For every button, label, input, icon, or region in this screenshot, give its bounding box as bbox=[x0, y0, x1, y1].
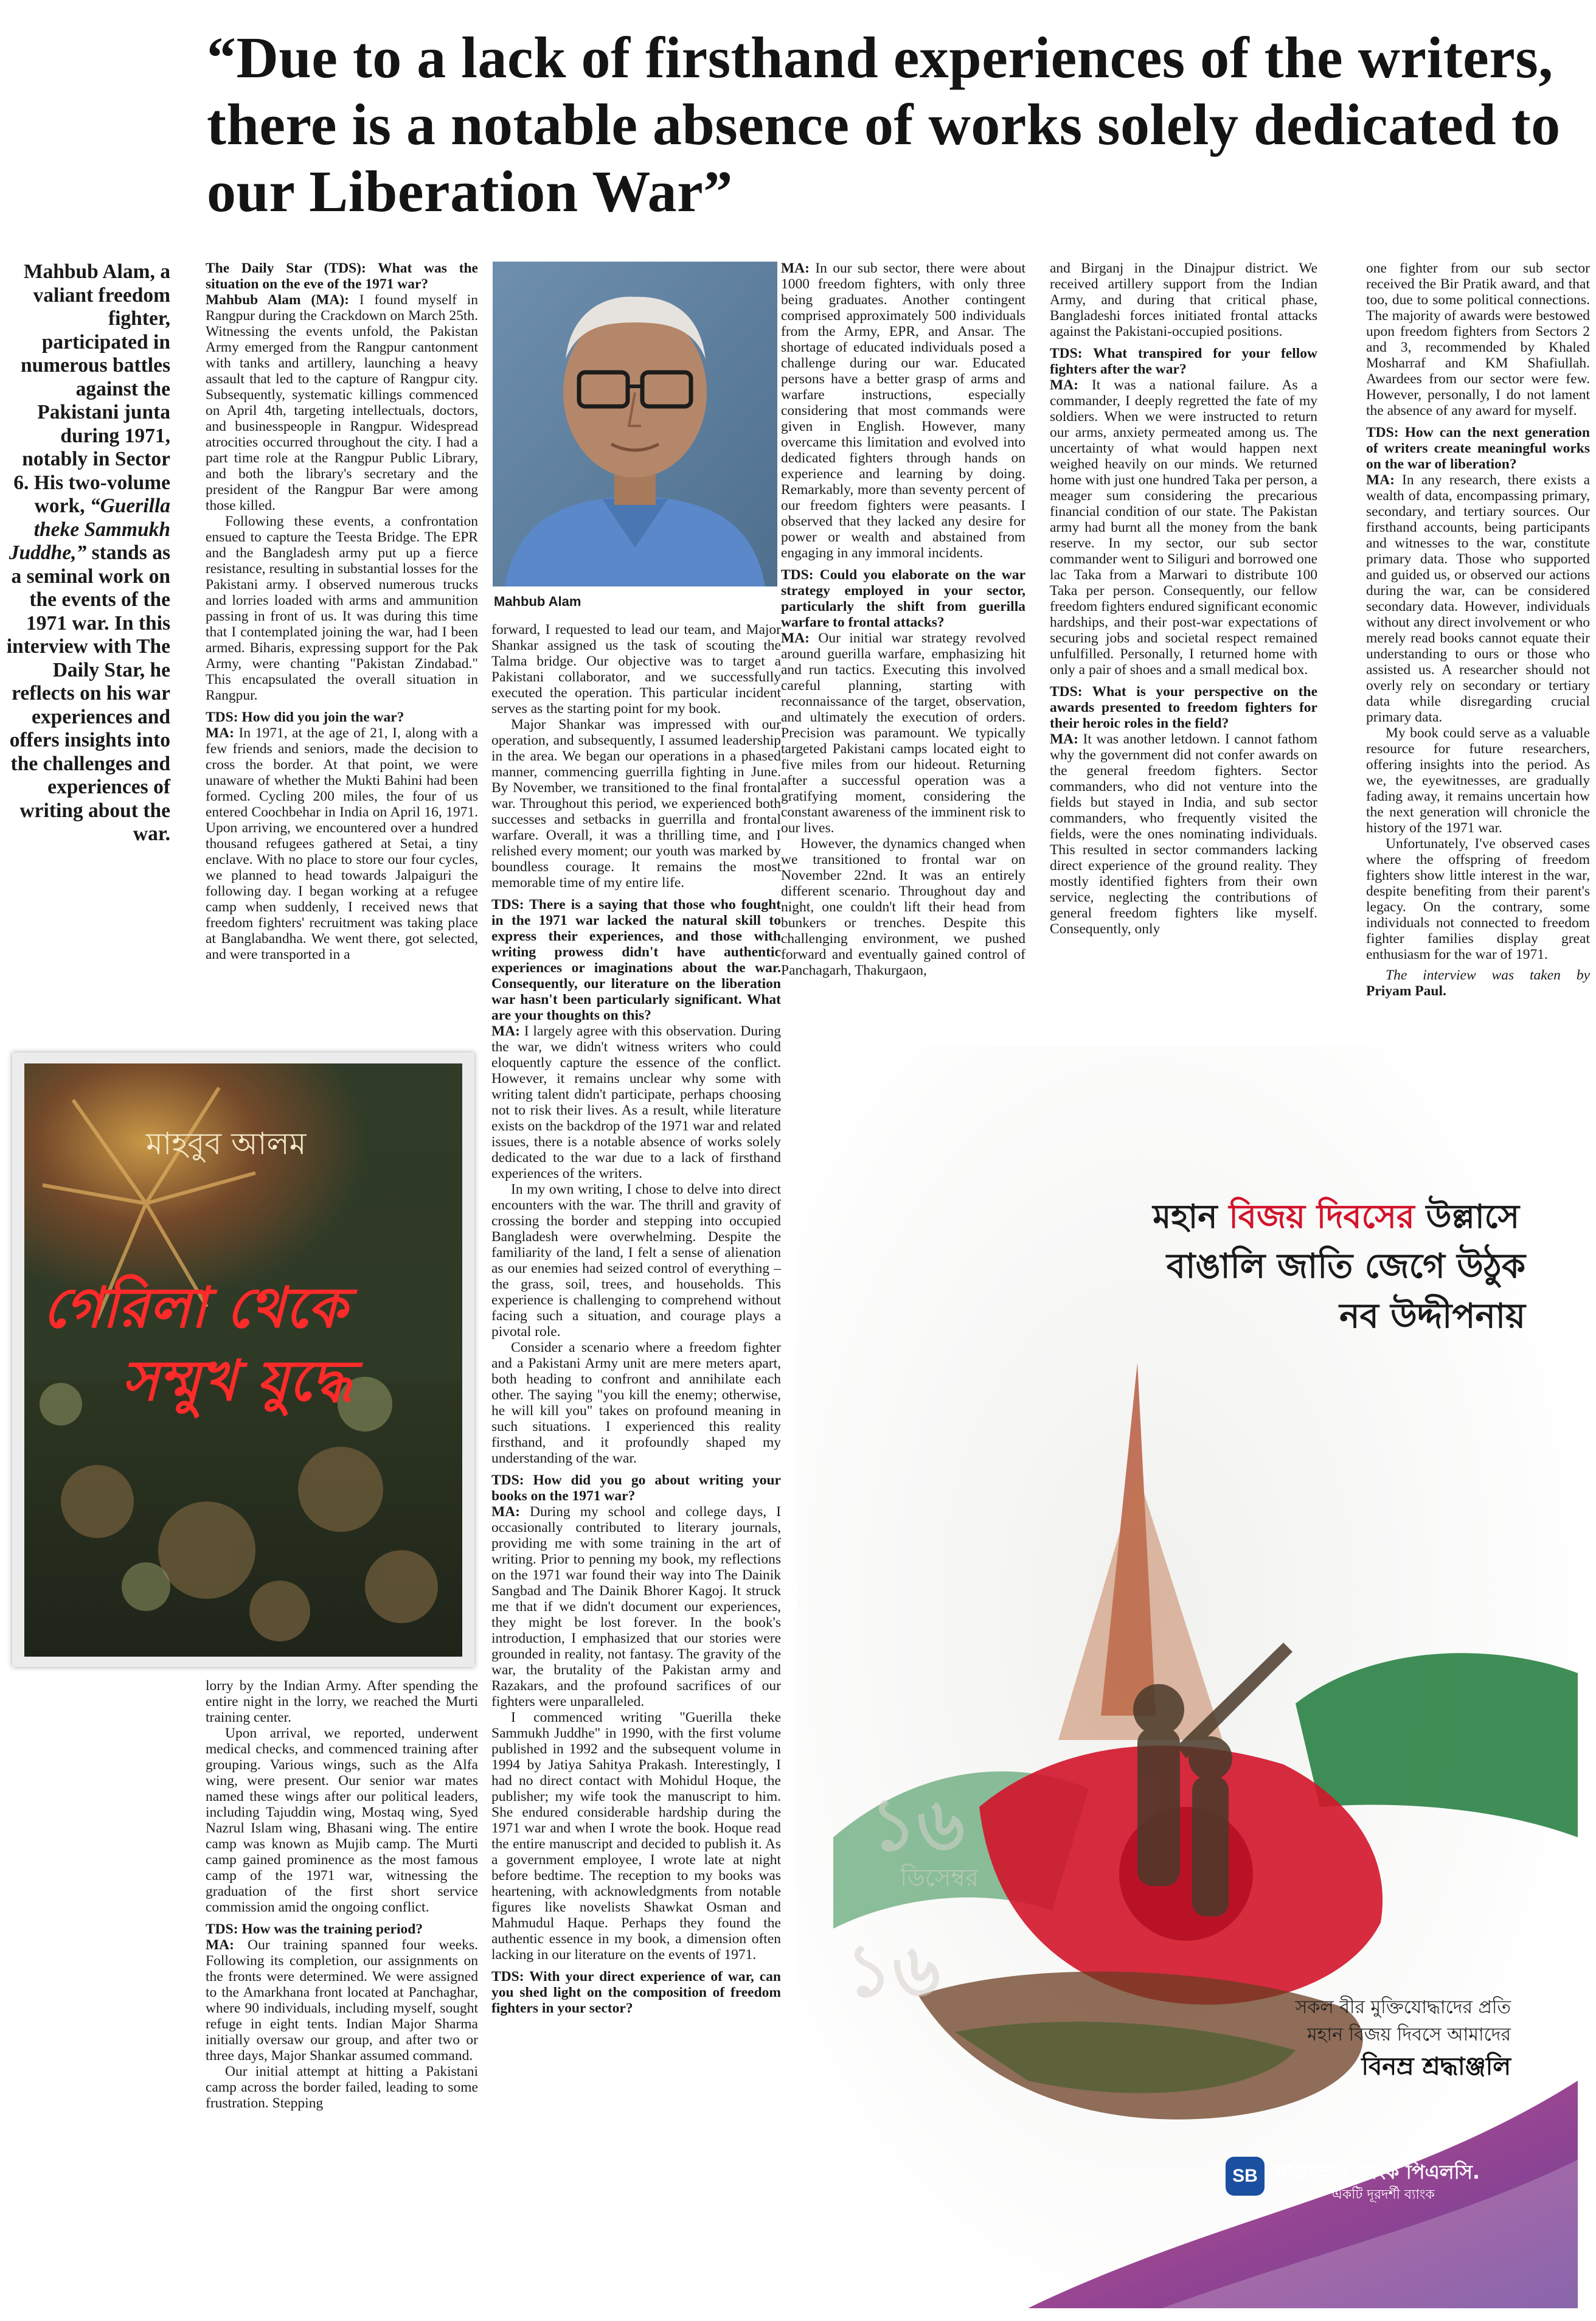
intro-text-before: Mahbub Alam, a valiant freedom fighter, participated in numerous battles against the Pakistani junta during 1971, notably in Sector 6. His two-volume work, bbox=[13, 260, 170, 517]
ad-tribute-line-2: মহান বিজয় দিবসে আমাদের bbox=[1306, 2024, 1511, 2045]
question: TDS: There is a saying that those who fought in the 1971 war lacked the natural skill to express their experiences, and those with writing prowess didn't have authentic experiences or imaginations about the war. Consequently, our literature on the liberation war hasn't been particularly significant. What are your thoughts on this? bbox=[491, 897, 781, 1023]
paragraph: Consider a scenario where a freedom fighter and a Pakistani Army unit are mere meters apart, both heading to confront and annihilate each other. The saying "you kill the enemy; otherwise, he will kill you" takes on profound meaning in such situations. I experienced this reality firsthand, and it profoundly shaped my understanding of the war. bbox=[491, 1340, 781, 1466]
paragraph: Our initial attempt at hitting a Pakistani camp across the border failed, leading to some frustration. Stepping bbox=[206, 2064, 478, 2111]
paragraph: Major Shankar was impressed with our operation, and subsequently, I assumed leadership in the area. We began our operations in a phased manner, commencing guerrilla fighting in June. By November, we transitioned to the final frontal war. Throughout this period, we experienced both successes and setbacks in guerrilla and frontal warfare. Overall, it was a thrilling time, and I relished every moment; our youth was marked by boundless courage. It remains the most memorable time of my entire life. bbox=[491, 717, 781, 891]
headline: “Due to a lack of firsthand experiences of the writers, there is a notable absence of works solely dedicated to our Liberation War” bbox=[207, 25, 1561, 224]
article-column-1 bbox=[206, 260, 478, 962]
bank-name: সাউথইস্ট ব্যাংক পিএলসি. bbox=[1274, 2160, 1480, 2184]
ad-headline-line-3: নব উদ্দীপনায় bbox=[1339, 1296, 1525, 1336]
book-cover-image bbox=[24, 1063, 462, 1657]
intro-text-after: stands as a seminal work on the events of the 1971 war. In this interview with The Daily Star, he reflects on his war experiences and offers insights into the challenges and experiences of writing about the war. bbox=[6, 541, 170, 845]
interview-credit: The interview was taken by Priyam Paul. bbox=[1366, 967, 1590, 999]
paragraph: However, the dynamics changed when we transitioned to frontal war on November 22nd. It was an entirely different scenario. Throughout day and night, one couldn't lift their head from bunkers or trenches. Despite this challenging environment, we pushed forward and eventually gained control of Panchagarh, Thakurgaon, bbox=[781, 836, 1025, 978]
question: TDS: How was the training period? bbox=[206, 1921, 423, 1937]
intro-standfirst bbox=[6, 260, 170, 846]
article-column-1-continued bbox=[206, 1678, 478, 2111]
paragraph: Upon arrival, we reported, underwent medical checks, and commenced training after grouping. Various wings, such as the Alfa wing, were present. Our senior war mates named these wings after our political leaders, including Tajuddin wing, Mostaq wing, Syed Nazrul Islam wing, Bhasani wing. The entire camp was known as Mujib camp. The Murti camp gained prominence as the most famous camp of the 1971 war, witnessing the graduation of the first short service commission amid the ongoing conflict. bbox=[206, 1725, 478, 1915]
question: TDS: What is your perspective on the awards presented to freedom fighters for their heroic roles in the field? bbox=[1050, 684, 1317, 731]
answer: MA: It was a national failure. As a commander, I deeply regretted the fate of my soldiers. When we were instructed to return our arms, anxiety permeated among us. The uncertainty of what would happen next weighed heavily on our minds. We returned home with just one hundred Taka per person, a meager sum considering the precarious financial condition of our state. The Pakistan army had burnt all the money from the bank reserve. In my sector, our sub sector commander went to Siliguri and borrowed one lac Taka from a Marwari to distribute 100 Taka per person. Consequently, our fellow freedom fighters endured significant economic hardships, and their post-war expectations of securing jobs and societal respect remained unfulfilled. Personally, I returned home with only a pair of shoes and a small medical box. bbox=[1050, 377, 1317, 678]
answer: MA: Our training spanned four weeks. Following its completion, our assignments on the fronts were determined. We were assigned to the Amarkhana front located at Panchaghar, where 90 individuals, including myself, sought refuge in eight tents. Indian Major Sharma initially oversaw our group, and after two or three days, Major Shankar assumed command. bbox=[206, 1937, 478, 2064]
answer: Mahbub Alam (MA): I found myself in Rangpur during the Crackdown on March 25th. Witnessing the events unfold, the Pakistan Army emerged from the Rangpur cantonment with tanks and artillery, launching a heavy assault that led to the capture of Rangpur city. Subsequently, systematic killings commenced on April 4th, targeting intellectuals, doctors, and businesspeople in Rangpur. Widespread atrocities occurred throughout the city. I had a part time role at the Rangpur Public Library, and both the library's secretary and the president of the Rangpur Bar were among those killed. bbox=[206, 292, 478, 513]
paragraph: forward, I requested to lead our team, and Major Shankar assigned us the task of scouting the Talma bridge. Our objective was to target a Pakistani collaborator, and we successfully executed the operation. This particular incident serves as the starting point for my book. bbox=[491, 622, 781, 717]
answer: MA: I largely agree with this observation. During the war, we didn't witness writers who could eloquently capture the essence of the conflict. However, it remains unclear why some with writing talent didn't participate, perhaps choosing not to risk their lives. As a result, while literature exists on the backdrop of the 1971 war and related issues, there is a notable absence of works solely dedicated to the war due to a lack of firsthand experiences of the writers. bbox=[491, 1023, 781, 1181]
paragraph: lorry by the Indian Army. After spending the entire night in the lorry, we reached the Murti training center. bbox=[206, 1678, 478, 1725]
portrait-photo bbox=[493, 262, 777, 586]
book-title-line-2: সম্মুখ যুদ্ধে bbox=[122, 1348, 352, 1413]
paragraph: I commenced writing "Guerilla theke Sammukh Juddhe" in 1990, with the first volume published in 1992 and the subsequent volume in 1994 by Jatiya Sahitya Prakash. Interestingly, I had no direct contact with Mohidul Hoque, the publisher; my wife took the manuscript to him. She endured considerable hardship during the 1971 war and when I wrote the book. Hoque read the entire manuscript and decided to publish it. As a government employee, I wrote late at night before bedtime. The reception to my books was heartening, with acknowledgments from notable figures like novelists Shawkat Osman and Mahmudul Haque. Perhaps they found the authentic essence in my book, a dimension often lacking in our literature on the events of 1971. bbox=[491, 1710, 781, 1963]
answer: MA: Our initial war strategy revolved around guerilla warfare, emphasizing hit and run tactics. Executing this involved careful planning, starting with reconnaissance of the target, observation, and ultimately the execution of orders. Precision was paramount. We typically targeted Pakistani camps located eight to five miles from our hideout. Returning after a successful operation was a gratifying moment, considering the constant awareness of the imminent risk to our lives. bbox=[781, 630, 1026, 836]
question: TDS: With your direct experience of war, can you shed light on the composition of freedom fighters in your sector? bbox=[491, 1969, 781, 2016]
article-column-5 bbox=[1366, 260, 1590, 999]
answer: MA: In 1971, at the age of 21, I, along with a few friends and seniors, made the decision to cross the border. At that point, we were unaware of whether the Mukti Bahini had been formed. Cycling 200 miles, the four of us entered Coochbehar in India on April 16, 1971. Upon arriving, we encountered over a hundred thousand refugees gathered at Setai, a tiny enclave. With no place to store our four cycles, we planned to head towards Jalpaiguri the following day. I began working at a refugee camp when suddenly, I received news that freedom fighters' recruitment was taking place at Banglabandha. We went there, got selected, and were transported in a bbox=[206, 725, 478, 962]
article-column-2 bbox=[491, 622, 781, 2016]
paragraph: Unfortunately, I've observed cases where the offspring of freedom fighters show little interest in the war, despite benefiting from their parent's legacy. On the contrary, some individuals not connected to freedom fighter families display great enthusiasm for the war of 1971. bbox=[1366, 836, 1590, 962]
article-column-3 bbox=[781, 260, 1025, 978]
svg-text:১৬: ১৬ bbox=[845, 1929, 940, 2013]
ad-headline-line-2: বাঙালি জাতি জেগে উঠুক bbox=[1166, 1247, 1525, 1286]
article-column-4 bbox=[1050, 260, 1317, 937]
question: TDS: How can the next generation of writers create meaningful works on the war of liberation? bbox=[1366, 425, 1590, 472]
question: TDS: Could you elaborate on the war strategy employed in your sector, particularly the shift from guerilla warfare to frontal attacks? bbox=[781, 567, 1025, 630]
svg-text:১৬: ১৬ bbox=[870, 1783, 965, 1867]
intro-book-title: “Guerilla theke Sammukh Juddhe,” bbox=[9, 495, 170, 564]
photo-caption: Mahbub Alam bbox=[494, 594, 581, 609]
bank-tagline: একটি দূরদর্শী ব্যাংক bbox=[1332, 2187, 1435, 2202]
svg-text:ডিসেম্বর: ডিসেম্বর bbox=[900, 1864, 979, 1892]
ad-headline-line-1: মহান বিজয় দিবসের উল্লাসে bbox=[1153, 1197, 1519, 1236]
answer: MA: It was another letdown. I cannot fathom why the government did not confer awards on the general freedom fighters. Sector commanders, who did not venture into the fields but stayed in India, and sub sector commanders, who frequently visited the fields, were the ones nominating individuals. This resulted in sector commanders lacking direct experience of the ground reality. They mostly identified fighters from their own service, neglecting the contributions of general freedom fighters like myself. Consequently, only bbox=[1050, 731, 1317, 937]
ad-tribute-line-1: সকল বীর মুক্তিযোদ্ধাদের প্রতি bbox=[1295, 1997, 1511, 2018]
ad-highlight: বিজয় দিবসের bbox=[1229, 1197, 1415, 1236]
book-author: মাহবুব আলম bbox=[146, 1126, 307, 1161]
question: TDS: What transpired for your fellow fighters after the war? bbox=[1050, 346, 1317, 377]
question: TDS: How did you join the war? bbox=[206, 709, 404, 725]
paragraph: My book could serve as a valuable resource for future researchers, offering insights into the period. As we, the eyewitnesses, are gradually fading away, it remains uncertain how the next generation will chronicle the history of the 1971 war. bbox=[1366, 725, 1590, 836]
question: TDS: How did you go about writing your books on the 1971 war? bbox=[491, 1472, 781, 1504]
paragraph: and Birganj in the Dinajpur district. We received artillery support from the Indian Army, and during that critical phase, Bangladeshi forces initiated frontal attacks against the Pakistani-occupied positions. bbox=[1050, 260, 1317, 339]
ad-tribute-line-3: বিনম্র শ্রদ্ধাঞ্জলি bbox=[1361, 2053, 1511, 2081]
answer: MA: In any research, there exists a wealth of data, encompassing primary, secondary, and tertiary sources. Our firsthand accounts, being participants and witnesses to the war, constitute primary data. Those who supported and guided us, or observed our actions during the war, can be considered secondary data. However, individuals without any direct involvement or who merely read books cannot equate their understanding to ours or those who assisted us. A researcher should not overly rely on secondary or tertiary data while disregarding crucial primary data. bbox=[1366, 472, 1590, 725]
answer: MA: In our sub sector, there were about 1000 freedom fighters, with only three being graduates. Another contingent comprised approximately 500 individuals from the Army, EPR, and Ansar. The shortage of educated individuals posed a challenge during our war. Educated persons have a better grasp of arms and warfare instructions, especially considering that most commands were given in English. However, many overcame this limitation and evolved into dedicated fighters through hands on experience and learning by doing. Remarkably, more than seventy percent of our freedom fighters were peasants. I observed that they lacked any desire for power or wealth and abstained from engaging in any immoral incidents. bbox=[781, 260, 1025, 561]
question: The Daily Star (TDS): What was the situation on the eve of the 1971 war? bbox=[206, 260, 478, 292]
book-title-line-1: গেরিলা থেকে bbox=[43, 1275, 347, 1340]
paragraph: one fighter from our sub sector received the Bir Pratik award, and that too, due to some political connections. The majority of awards were bestowed upon freedom fighters from Sectors 2 and 3, recommended by Khaled Mosharraf and KM Shafiullah. Awardees from our sector were few. However, personally, I do not lament the absence of any award for myself. bbox=[1366, 260, 1590, 419]
answer: MA: During my school and college days, I occasionally contributed to literary journals, providing me with some training in the art of writing. Prior to penning my book, my reflections on the 1971 war found their way into The Dainik Sangbad and The Dainik Bhorer Kagoj. It struck me that if we didn't document our experiences, they might be lost forever. In the book's introduction, I emphasized that our stories were grounded in reality, not fantasy. The gravity of the war, the brutality of the Pakistan army and Razakars, and the profound sacrifices of our fighters were unparalleled. bbox=[491, 1504, 781, 1710]
paragraph: Following these events, a confrontation ensued to capture the Teesta Bridge. The EPR and the Bangladesh army put up a fierce resistance, resulting in substantial losses for the Pakistani army. I observed numerous trucks and lorries loaded with arms and ammunition passing in front of us. It was during this time that I contemplated joining the war, had I been armed. Biharis, expressing support for the Pak Army, were chanting "Pakistan Zindabad." This encapsulated the overall situation in Rangpur. bbox=[206, 513, 478, 703]
paragraph: In my own writing, I chose to delve into direct encounters with the war. The thrill and gravity of crossing the border and stepping into occupied Bangladesh were overwhelming. Despite the familiarity of the land, I felt a sense of alienation as our enemies had seized control of everything – the grass, soil, trees, and households. This experience is challenging to comprehend without facing such a situation, and courage plays a pivotal role. bbox=[491, 1181, 781, 1340]
victory-day-advertisement bbox=[797, 1046, 1578, 2308]
bank-logo-icon: SB bbox=[1226, 2157, 1265, 2196]
